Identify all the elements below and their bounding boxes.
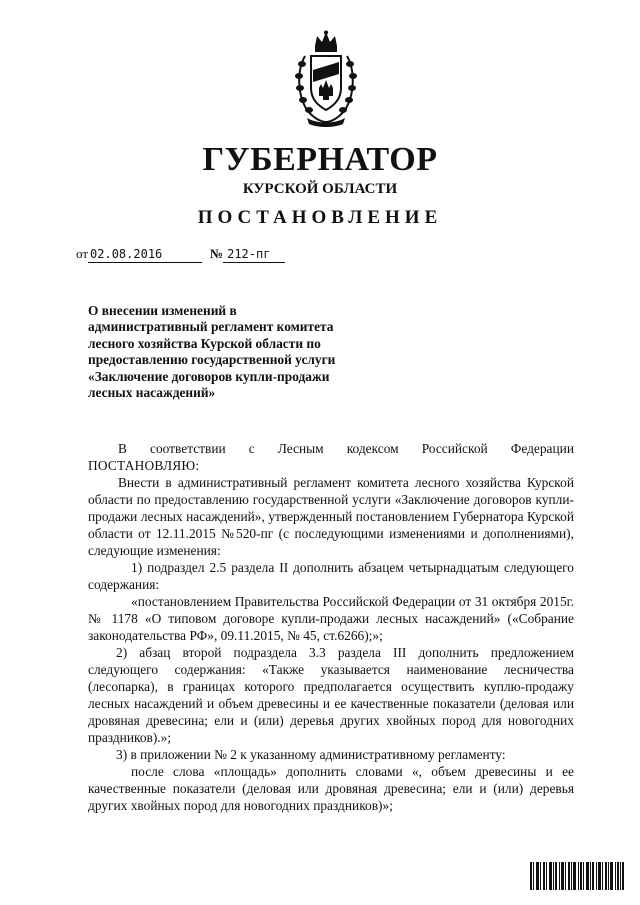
document-type-title: ПОСТАНОВЛЕНИЕ — [197, 207, 443, 228]
intro-paragraph: Внести в административный регламент комитета лесного хозяйства Курской области по предоставлению государственной услуги «Заключение договоров купли-продажи лесных насаждений», утвержденный постановлением Губернатора Курской области от 12.11.2015 №520-пг (с последующими изменениями и дополнениями), следующие изменения: — [88, 475, 574, 558]
decree-date: 02.08.2016 — [88, 247, 202, 263]
subject-line: лесного хозяйства Курской области по — [88, 335, 321, 351]
date-prefix: от — [76, 246, 89, 261]
item-1-paragraph: 1) подраздел 2.5 раздела II дополнить абзацем четырнадцатым следующего содержания: — [88, 560, 574, 592]
barcode-icon — [530, 862, 624, 890]
decree-subject — [88, 303, 388, 401]
subject-line: административный регламент комитета — [88, 319, 334, 335]
preamble-paragraph: В соответствии с Лесным кодексом Российской Федерации — [118, 441, 574, 456]
subject-line: лесных насаждений» — [88, 385, 216, 401]
decree-date-number-line — [76, 245, 285, 263]
item-3-paragraph: 3) в приложении № 2 к указанному административному регламенту: — [116, 747, 506, 762]
decree-number: 212-пг — [223, 247, 285, 263]
subject-line: предоставлению государственной услуги — [88, 352, 336, 368]
document-issuer-region: КУРСКОЙ ОБЛАСТИ — [242, 181, 398, 197]
item-1-quote-paragraph: «постановлением Правительства Российской Федерации от 31 октября 2015г. № 1178 «О типовом договоре купли-продажи лесных насаждений» («Собрание законодательства РФ», 09.11.2015, № 45, ст.6266);»; — [88, 594, 574, 643]
resolve-heading: ПОСТАНОВЛЯЮ: — [88, 458, 200, 473]
subject-line: «Заключение договоров купли-продажи — [88, 368, 330, 384]
item-2-paragraph: 2) абзац второй подраздела 3.3 раздела III дополнить предложением следующего содержания: «Также указывается наименование лесничества (лесопарка), в границах которого предполагается осуществить куплю-продажу лесных насаждений и объем древесины и ее качественные показатели (деловая или дровяная древесина; ели и (или) деревья других хвойных пород для новогодних праздников).»; — [88, 645, 574, 745]
decree-body — [88, 440, 574, 814]
item-3-text-paragraph: после слова «площадь» дополнить словами «, объем древесины и ее качественные показатели (деловая или дровяная древесина; ели и (или) деревья других хвойных пород для новогодних праздников)»; — [88, 764, 574, 813]
subject-line: О внесении изменений в — [88, 303, 237, 318]
document-issuer-title: ГУБЕРНАТОР — [202, 141, 438, 178]
number-label: № — [210, 246, 224, 261]
kursk-coat-of-arms-icon — [293, 30, 359, 128]
